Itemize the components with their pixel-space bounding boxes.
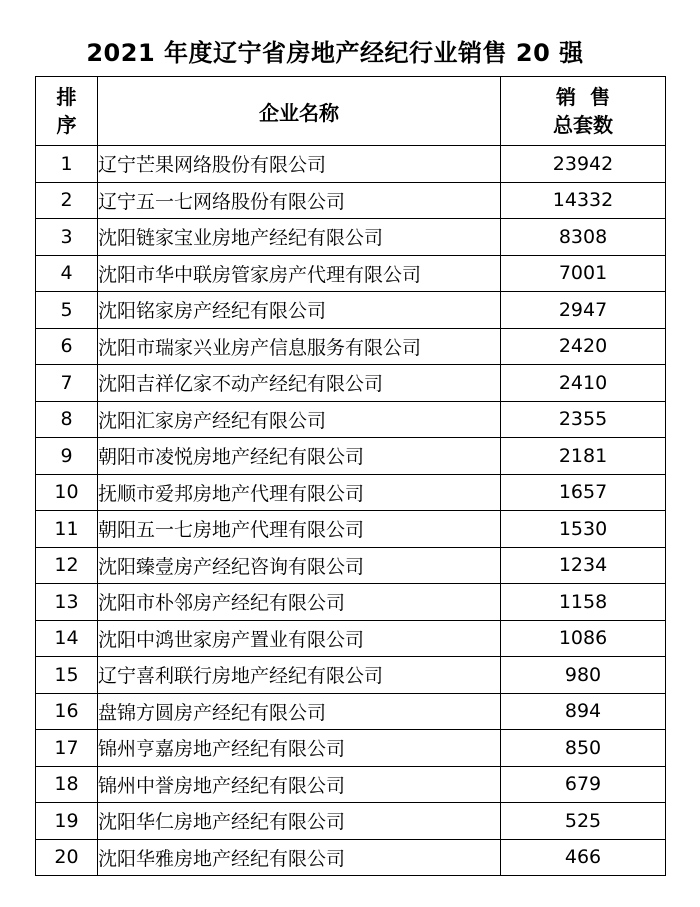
rank-cell: 12 [36, 547, 98, 584]
table-row [36, 365, 666, 402]
sales-count-cell: 1234 [501, 547, 666, 584]
company-name-cell: 沈阳市瑞家兴业房产信息服务有限公司 [98, 328, 501, 365]
rank-cell: 4 [36, 255, 98, 292]
sales-count-cell: 980 [501, 657, 666, 694]
table-row [36, 401, 666, 438]
company-name-cell: 辽宁芒果网络股份有限公司 [98, 146, 501, 183]
sales-count-cell: 8308 [501, 219, 666, 256]
rank-cell: 15 [36, 657, 98, 694]
table-body [36, 146, 666, 876]
rank-cell: 16 [36, 693, 98, 730]
sales-count-cell: 23942 [501, 146, 666, 183]
column-header-count [501, 77, 666, 146]
rank-cell: 3 [36, 219, 98, 256]
company-name-cell: 沈阳华仁房地产经纪有限公司 [98, 803, 501, 840]
company-name-cell: 沈阳汇家房产经纪有限公司 [98, 401, 501, 438]
company-name-cell: 沈阳市华中联房管家房产代理有限公司 [98, 255, 501, 292]
sales-count-cell: 2410 [501, 365, 666, 402]
sales-count-cell: 14332 [501, 182, 666, 219]
column-header-count-line2: 总套数 [553, 113, 613, 137]
sales-count-cell: 2420 [501, 328, 666, 365]
sales-count-cell: 2355 [501, 401, 666, 438]
column-header-count-line1: 销 售 [556, 85, 610, 109]
company-name-cell: 沈阳华雅房地产经纪有限公司 [98, 839, 501, 876]
company-name-cell: 沈阳市朴邻房产经纪有限公司 [98, 584, 501, 621]
rank-cell: 17 [36, 730, 98, 767]
table-row [36, 547, 666, 584]
sales-count-cell: 1657 [501, 474, 666, 511]
company-name-cell: 沈阳中鸿世家房产置业有限公司 [98, 620, 501, 657]
company-name-cell: 辽宁五一七网络股份有限公司 [98, 182, 501, 219]
table-row [36, 146, 666, 183]
company-name-cell: 朝阳五一七房地产代理有限公司 [98, 511, 501, 548]
company-name-cell: 沈阳铭家房产经纪有限公司 [98, 292, 501, 329]
company-name-cell: 辽宁喜利联行房地产经纪有限公司 [98, 657, 501, 694]
rank-cell: 1 [36, 146, 98, 183]
table-header-row [36, 77, 666, 146]
table-row [36, 511, 666, 548]
table-row [36, 657, 666, 694]
table-row [36, 803, 666, 840]
sales-count-cell: 2181 [501, 438, 666, 475]
rank-cell: 8 [36, 401, 98, 438]
table-row [36, 474, 666, 511]
sales-count-cell: 1086 [501, 620, 666, 657]
company-name-cell: 沈阳链家宝业房地产经纪有限公司 [98, 219, 501, 256]
sales-count-cell: 525 [501, 803, 666, 840]
sales-count-cell: 2947 [501, 292, 666, 329]
company-name-cell: 锦州中誉房地产经纪有限公司 [98, 766, 501, 803]
column-header-rank [36, 77, 98, 146]
rank-cell: 5 [36, 292, 98, 329]
rank-cell: 13 [36, 584, 98, 621]
rank-cell: 19 [36, 803, 98, 840]
company-name-cell: 沈阳臻壹房产经纪咨询有限公司 [98, 547, 501, 584]
table-row [36, 292, 666, 329]
ranking-table [35, 76, 666, 876]
table-row [36, 328, 666, 365]
sales-count-cell: 466 [501, 839, 666, 876]
table-row [36, 766, 666, 803]
column-header-name: 企业名称 [98, 77, 501, 146]
rank-cell: 14 [36, 620, 98, 657]
rank-cell: 9 [36, 438, 98, 475]
rank-cell: 11 [36, 511, 98, 548]
sales-count-cell: 894 [501, 693, 666, 730]
sales-count-cell: 1158 [501, 584, 666, 621]
rank-cell: 20 [36, 839, 98, 876]
table-row [36, 693, 666, 730]
column-header-rank-line1: 排 [56, 85, 77, 109]
sales-count-cell: 1530 [501, 511, 666, 548]
rank-cell: 7 [36, 365, 98, 402]
table-row [36, 584, 666, 621]
table-row [36, 730, 666, 767]
table-row [36, 438, 666, 475]
rank-cell: 6 [36, 328, 98, 365]
table-row [36, 219, 666, 256]
rank-cell: 18 [36, 766, 98, 803]
sales-count-cell: 850 [501, 730, 666, 767]
company-name-cell: 锦州亨嘉房地产经纪有限公司 [98, 730, 501, 767]
page-title: 2021 年度辽宁省房地产经纪行业销售 20 强 [86, 39, 584, 67]
company-name-cell: 抚顺市爱邦房地产代理有限公司 [98, 474, 501, 511]
company-name-cell: 沈阳吉祥亿家不动产经纪有限公司 [98, 365, 501, 402]
rank-cell: 10 [36, 474, 98, 511]
rank-cell: 2 [36, 182, 98, 219]
table-row [36, 182, 666, 219]
company-name-cell: 朝阳市凌悦房地产经纪有限公司 [98, 438, 501, 475]
table-row [36, 255, 666, 292]
sales-count-cell: 7001 [501, 255, 666, 292]
table-row [36, 620, 666, 657]
table-row [36, 839, 666, 876]
company-name-cell: 盘锦方圆房产经纪有限公司 [98, 693, 501, 730]
column-header-rank-line2: 序 [56, 113, 77, 137]
sales-count-cell: 679 [501, 766, 666, 803]
